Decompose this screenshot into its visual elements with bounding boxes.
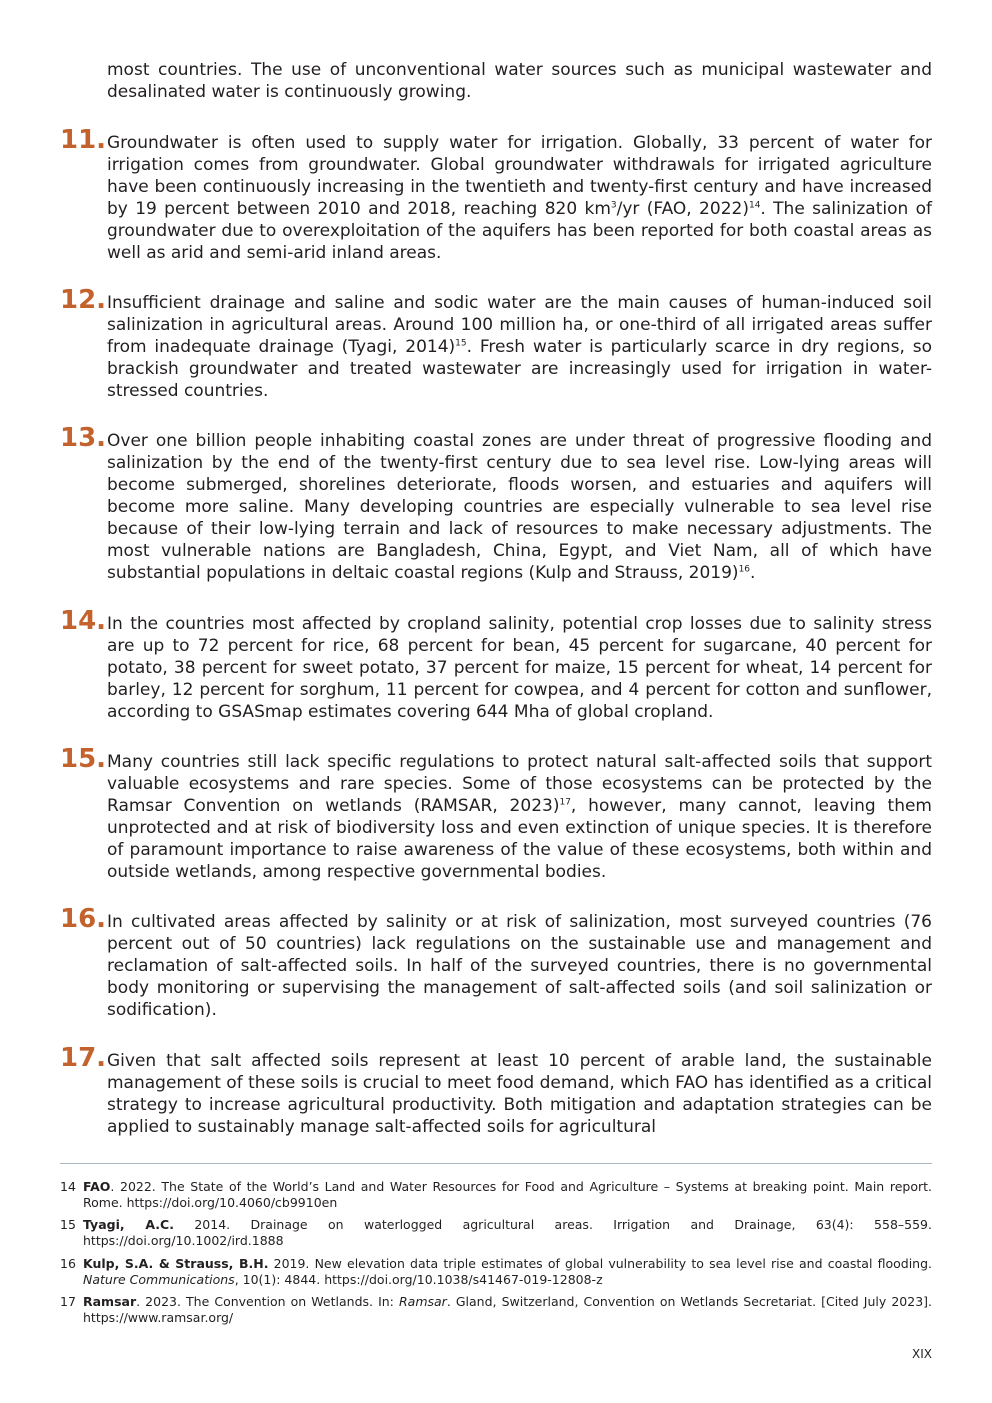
paragraph-number: 16. (60, 904, 107, 934)
footnote-16 (60, 1256, 932, 1288)
paragraph-text: Insufficient drainage and saline and sodic water are the main causes of human-induced soil salinization in agricultural areas. Around 100 million ha, or one-third of all irrigated areas suffer from inadequate drainage (Tyagi, 2014)$^{15}$. Fresh water is particularly scarce in dry regions, so brackish groundwater and treated wastewater are increasingly used for irrigation in water-stressed countries. (107, 293, 932, 401)
paragraph-text: In the countries most affected by cropland salinity, potential crop losses due to salinity stress are up to 72 percent for rice, 68 percent for bean, 45 percent for sugarcane, 40 percent for potato, 38 percent for sweet potato, 37 percent for maize, 15 percent for wheat, 14 percent for barley, 12 percent for sorghum, 11 percent for cowpea, and 4 percent for cotton and sunflower, according to GSASmap estimates covering 644 Mha of global cropland. (107, 614, 932, 722)
footnote-text: Ramsar. 2023. The Convention on Wetlands. In: Ramsar. Gland, Switzerland, Convention on Wetlands Secretariat. [Cited July 2023]. https://www.ramsar.org/ (83, 1294, 932, 1325)
footnote-divider (60, 1163, 932, 1164)
paragraph-number: 17. (60, 1043, 107, 1073)
paragraph-17 (60, 1043, 932, 1138)
paragraph-12 (60, 285, 932, 402)
footnote-text: FAO. 2022. The State of the World’s Land and Water Resources for Food and Agriculture – Systems at breaking point. Main report. Rome. https://doi.org/10.4060/cb9910en (83, 1179, 932, 1210)
paragraph-number: 13. (60, 423, 107, 453)
paragraph-number: 15. (60, 744, 107, 774)
footnote-number: 14 (60, 1179, 76, 1194)
paragraph-16 (60, 904, 932, 1021)
footnote-17 (60, 1294, 932, 1326)
paragraph-13 (60, 423, 932, 584)
paragraph-text: Many countries still lack specific regulations to protect natural salt-affected soils that support valuable ecosystems and rare species. Some of those ecosystems can be protected by the Ramsar Convention on wetlands (RAMSAR, 2023)$^{17}$, however, many cannot, leaving them unprotected and at risk of biodiversity loss and even extinction of unique species. It is therefore of paramount importance to raise awareness of the value of these ecosystems, both within and outside wetlands, among respective governmental bodies. (107, 752, 932, 882)
paragraph-number: 12. (60, 285, 107, 315)
footnote-14 (60, 1179, 932, 1211)
paragraph-number: 11. (60, 125, 107, 155)
paragraph-14 (60, 606, 932, 723)
footnote-number: 16 (60, 1256, 76, 1271)
paragraph-text: Given that salt affected soils represent at least 10 percent of arable land, the sustainable management of these soils is crucial to meet food demand, which FAO has identified as a critical strategy to increase agricultural productivity. Both mitigation and adaptation strategies can be applied to sustainably manage salt-affected soils for agricultural (107, 1051, 932, 1137)
paragraph-15 (60, 744, 932, 883)
footnote-15 (60, 1217, 932, 1249)
paragraph-number: 14. (60, 606, 107, 636)
footnote-text: Tyagi, A.C. 2014. Drainage on waterlogged agricultural areas. Irrigation and Drainage, 63(4): 558–559. https://doi.org/10.1002/ird.1888 (83, 1217, 932, 1248)
footnote-number: 17 (60, 1294, 76, 1309)
paragraph-text: In cultivated areas affected by salinity or at risk of salinization, most surveyed countries (76 percent out of 50 countries) lack regulations on the sustainable use and management and reclamation of salt-affected soils. In half of the surveyed countries, there is no governmental body monitoring or supervising the management of salt-affected soils (and soil salinization or sodification). (107, 912, 932, 1020)
page-number: XIX (912, 1347, 932, 1361)
intro-paragraph: most countries. The use of unconventional water sources such as municipal wastewater and desalinated water is continuously growing. (107, 60, 932, 102)
paragraph-11 (60, 125, 932, 264)
footnote-text: Kulp, S.A. & Strauss, B.H. 2019. New elevation data triple estimates of global vulnerability to sea level rise and coastal flooding. Nature Communications, 10(1): 4844. https://doi.org/10.1038/s41467-019-12808-z (83, 1256, 932, 1287)
paragraph-text: Groundwater is often used to supply water for irrigation. Globally, 33 percent of water for irrigation comes from groundwater. Global groundwater withdrawals for irrigated agriculture have been continuously increasing in the twentieth and twenty-first century and have increased by 19 percent between 2010 and 2018, reaching 820 $km^3/yr$ (FAO, 2022)$^{14}$. The salinization of groundwater due to overexploitation of the aquifers has been reported for both coastal areas as well as arid and semi-arid inland areas. (107, 133, 932, 263)
footnote-number: 15 (60, 1217, 76, 1232)
paragraph-text: Over one billion people inhabiting coastal zones are under threat of progressive flooding and salinization by the end of the twenty-first century due to sea level rise. Low-lying areas will become submerged, shorelines deteriorate, floods worsen, and estuaries and aquifers will become more saline. Many developing countries are especially vulnerable to sea level rise because of their low-lying terrain and lack of resources to make necessary adjustments. The most vulnerable nations are Bangladesh, China, Egypt, and Viet Nam, all of which have substantial populations in deltaic coastal regions (Kulp and Strauss, 2019)$^{16}$. (107, 431, 932, 583)
